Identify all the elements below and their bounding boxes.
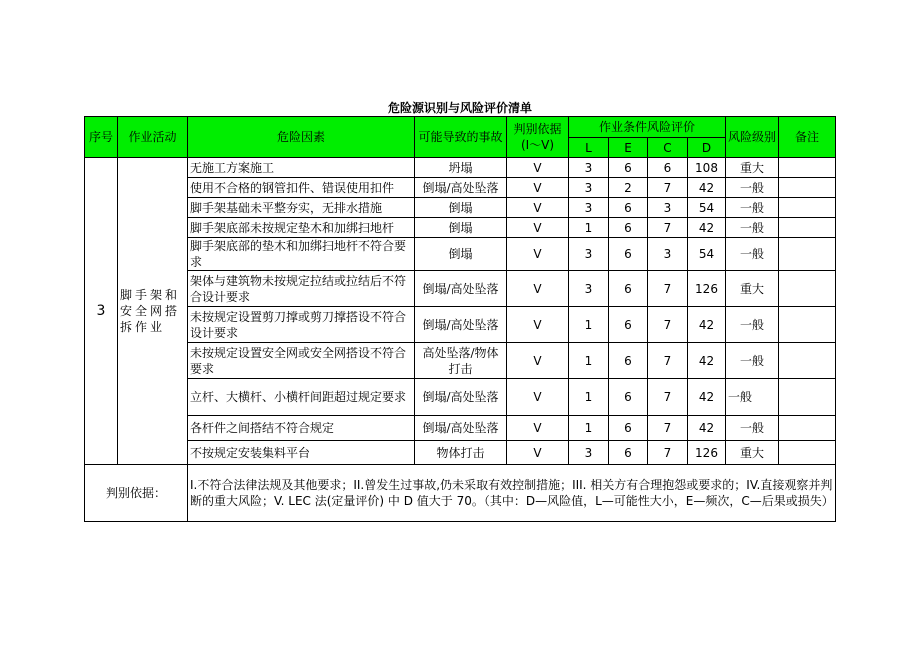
remark-cell (779, 416, 836, 441)
e-cell: 6 (609, 343, 648, 379)
seq-cell: 3 (85, 158, 118, 465)
d-cell: 54 (688, 238, 726, 271)
accident-cell: 倒塌/高处坠落 (415, 271, 507, 307)
basis-cell: V (507, 198, 569, 218)
d-cell: 54 (688, 198, 726, 218)
accident-cell: 倒塌 (415, 218, 507, 238)
basis-cell: V (507, 158, 569, 178)
c-cell: 3 (648, 238, 688, 271)
level-cell: 重大 (726, 441, 779, 465)
criteria-label: 判别依据： (85, 465, 188, 522)
col-header-level: 风险级别 (726, 117, 779, 158)
l-cell: 3 (569, 158, 609, 178)
basis-cell: V (507, 178, 569, 198)
criteria-row (85, 465, 836, 522)
c-cell: 6 (648, 158, 688, 178)
activity-cell: 脚手架和安全网搭拆作业 (118, 158, 188, 465)
c-cell: 7 (648, 416, 688, 441)
remark-cell (779, 218, 836, 238)
accident-cell: 倒塌/高处坠落 (415, 307, 507, 343)
remark-cell (779, 379, 836, 416)
c-cell: 7 (648, 218, 688, 238)
remark-cell (779, 343, 836, 379)
hazard-cell: 未按规定设置剪刀撑或剪刀撑搭设不符合设计要求 (188, 307, 415, 343)
remark-cell (779, 238, 836, 271)
basis-cell: V (507, 416, 569, 441)
table-row (85, 307, 836, 343)
basis-cell: V (507, 441, 569, 465)
col-header-D: D (688, 138, 726, 158)
col-header-seq: 序号 (85, 117, 118, 158)
e-cell: 6 (609, 158, 648, 178)
col-header-eval-group: 作业条件风险评价 (569, 117, 726, 138)
level-cell: 一般 (726, 416, 779, 441)
accident-cell: 坍塌 (415, 158, 507, 178)
l-cell: 1 (569, 343, 609, 379)
basis-cell: V (507, 379, 569, 416)
col-header-basis-line1: 判别依据 (513, 122, 562, 136)
e-cell: 6 (609, 416, 648, 441)
col-header-basis-line2: (I～V) (520, 138, 555, 152)
hazard-cell: 脚手架底部未按规定垫木和加绑扫地杆 (188, 218, 415, 238)
accident-cell: 倒塌 (415, 238, 507, 271)
hazard-cell: 立杆、大横杆、小横杆间距超过规定要求 (188, 379, 415, 416)
level-cell: 一般 (726, 343, 779, 379)
d-cell: 126 (688, 441, 726, 465)
remark-cell (779, 178, 836, 198)
remark-cell (779, 271, 836, 307)
table-row (85, 178, 836, 198)
d-cell: 42 (688, 178, 726, 198)
accident-cell: 高处坠落/物体打击 (415, 343, 507, 379)
l-cell: 3 (569, 238, 609, 271)
hazard-cell: 脚手架基础未平整夯实，无排水措施 (188, 198, 415, 218)
hazard-cell: 无施工方案施工 (188, 158, 415, 178)
col-header-activity: 作业活动 (118, 117, 188, 158)
basis-cell: V (507, 307, 569, 343)
l-cell: 1 (569, 307, 609, 343)
remark-cell (779, 441, 836, 465)
d-cell: 42 (688, 343, 726, 379)
accident-cell: 倒塌/高处坠落 (415, 178, 507, 198)
hazard-cell: 不按规定安装集料平台 (188, 441, 415, 465)
level-cell: 一般 (726, 178, 779, 198)
accident-cell: 物体打击 (415, 441, 507, 465)
c-cell: 7 (648, 343, 688, 379)
table-row (85, 158, 836, 178)
d-cell: 42 (688, 307, 726, 343)
hazard-cell: 脚手架底部的垫木和加绑扫地杆不符合要求 (188, 238, 415, 271)
l-cell: 1 (569, 416, 609, 441)
l-cell: 3 (569, 198, 609, 218)
basis-cell: V (507, 218, 569, 238)
table-row (85, 379, 836, 416)
e-cell: 6 (609, 307, 648, 343)
criteria-text: I.不符合法律法规及其他要求；II.曾发生过事故,仍未采取有效控制措施；III. 相关方有合理抱怨或要求的；IV.直接观察并判断的重大风险；V. LEC 法(定量评价) 中 D 值大于 70。（其中：D—风险值，L—可能性大小，E—频次，C—后果或损失） (188, 465, 836, 522)
e-cell: 6 (609, 271, 648, 307)
l-cell: 3 (569, 271, 609, 307)
c-cell: 7 (648, 379, 688, 416)
e-cell: 2 (609, 178, 648, 198)
table-row (85, 218, 836, 238)
e-cell: 6 (609, 379, 648, 416)
accident-cell: 倒塌 (415, 198, 507, 218)
basis-cell: V (507, 271, 569, 307)
d-cell: 42 (688, 416, 726, 441)
c-cell: 3 (648, 198, 688, 218)
l-cell: 1 (569, 218, 609, 238)
e-cell: 6 (609, 238, 648, 271)
table-row (85, 441, 836, 465)
hazard-cell: 未按规定设置安全网或安全网搭设不符合要求 (188, 343, 415, 379)
c-cell: 7 (648, 441, 688, 465)
basis-cell: V (507, 238, 569, 271)
e-cell: 6 (609, 218, 648, 238)
hazard-cell: 架体与建筑物未按规定拉结或拉结后不符合设计要求 (188, 271, 415, 307)
table-row (85, 416, 836, 441)
col-header-remark: 备注 (779, 117, 836, 158)
d-cell: 126 (688, 271, 726, 307)
accident-cell: 倒塌/高处坠落 (415, 379, 507, 416)
table-body (85, 158, 836, 522)
level-cell: 一般 (726, 238, 779, 271)
risk-assessment-table (84, 116, 836, 522)
e-cell: 6 (609, 441, 648, 465)
d-cell: 42 (688, 379, 726, 416)
col-header-accident: 可能导致的事故 (415, 117, 507, 158)
page-title: 危险源识别与风险评价清单 (387, 101, 532, 115)
col-header-E: E (609, 138, 648, 158)
d-cell: 42 (688, 218, 726, 238)
c-cell: 7 (648, 271, 688, 307)
level-cell: 一般 (726, 379, 779, 416)
table-row (85, 198, 836, 218)
hazard-cell: 各杆件之间搭结不符合规定 (188, 416, 415, 441)
col-header-basis (507, 117, 569, 158)
table-row (85, 238, 836, 271)
c-cell: 7 (648, 307, 688, 343)
table-row (85, 343, 836, 379)
hazard-cell: 使用不合格的钢管扣件、错误使用扣件 (188, 178, 415, 198)
remark-cell (779, 158, 836, 178)
accident-cell: 倒塌/高处坠落 (415, 416, 507, 441)
l-cell: 1 (569, 379, 609, 416)
l-cell: 3 (569, 441, 609, 465)
level-cell: 重大 (726, 158, 779, 178)
level-cell: 重大 (726, 271, 779, 307)
col-header-hazard: 危险因素 (188, 117, 415, 158)
table-row (85, 271, 836, 307)
level-cell: 一般 (726, 218, 779, 238)
basis-cell: V (507, 343, 569, 379)
l-cell: 3 (569, 178, 609, 198)
level-cell: 一般 (726, 307, 779, 343)
remark-cell (779, 198, 836, 218)
e-cell: 6 (609, 198, 648, 218)
remark-cell (779, 307, 836, 343)
level-cell: 一般 (726, 198, 779, 218)
col-header-L: L (569, 138, 609, 158)
col-header-C: C (648, 138, 688, 158)
d-cell: 108 (688, 158, 726, 178)
c-cell: 7 (648, 178, 688, 198)
